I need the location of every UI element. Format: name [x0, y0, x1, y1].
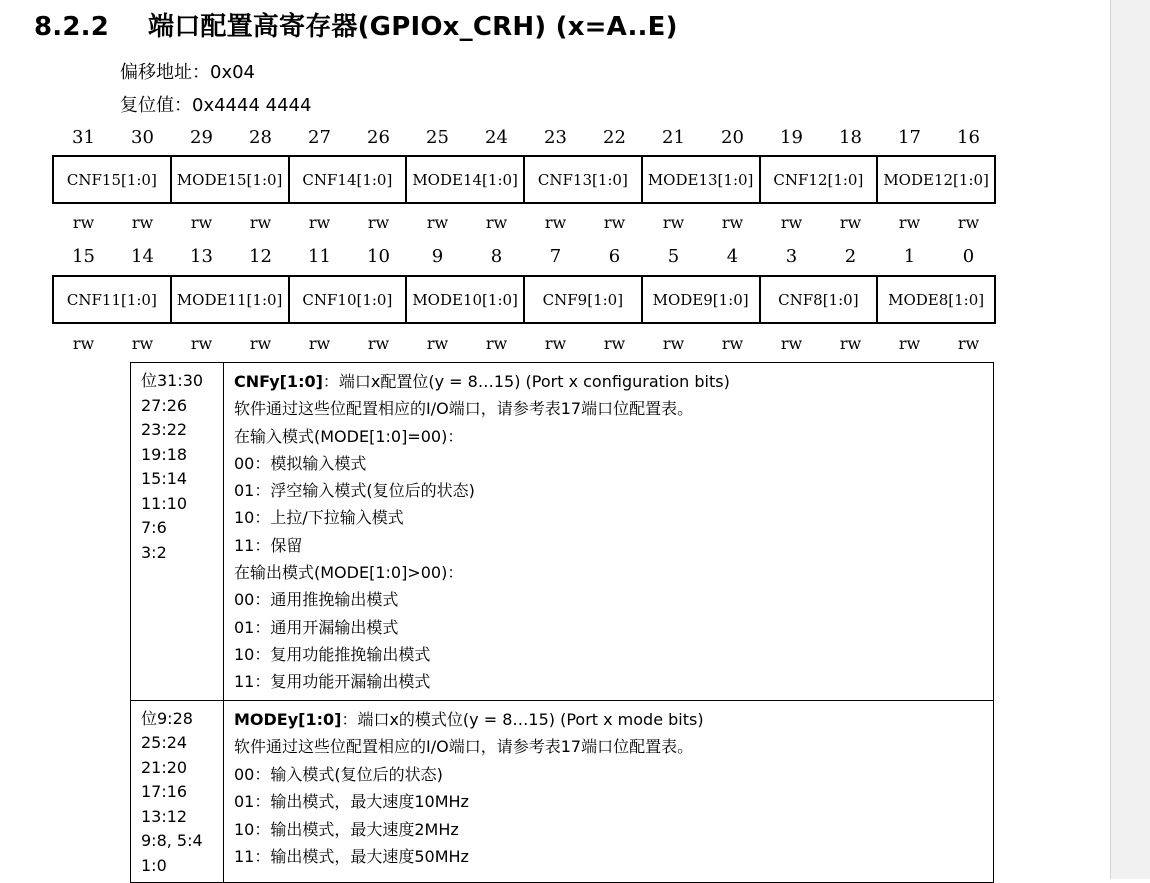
field-summary: ：端口x配置位(y = 8…15) (Port x configuration bits) — [322, 372, 730, 391]
section-number: 8.2.2 — [34, 12, 110, 42]
section-title: 端口配置高寄存器(GPIOx_CRH) (x=A..E) — [148, 12, 678, 42]
bit-number: 8 — [490, 246, 503, 267]
bit-number: 19 — [780, 127, 803, 148]
bit-number: 20 — [721, 127, 744, 148]
bit-number: 24 — [485, 127, 508, 148]
register-field: CNF14[1:0] — [290, 157, 408, 202]
register-field: CNF15[1:0] — [54, 157, 172, 202]
bit-number: 7 — [549, 246, 562, 267]
description-line: 11：输出模式，最大速度50MHz — [234, 847, 469, 867]
access-type: rw — [839, 334, 862, 353]
access-type: rw — [721, 213, 744, 232]
bit-range: 1:0 — [141, 855, 167, 875]
access-type: rw — [249, 334, 272, 353]
access-type: rw — [131, 213, 154, 232]
access-type: rw — [72, 213, 95, 232]
register-field: CNF12[1:0] — [761, 157, 879, 202]
access-type: rw — [72, 334, 95, 353]
offset-address: 偏移地址：0x04 — [120, 62, 256, 83]
access-type: rw — [367, 213, 390, 232]
description-line: 软件通过这些位配置相应的I/O端口，请参考表17端口位配置表。 — [234, 737, 694, 757]
table-row — [131, 700, 994, 883]
access-type: rw — [544, 213, 567, 232]
bit-number: 29 — [190, 127, 213, 148]
bit-description-table — [130, 362, 994, 883]
field-summary: ：端口x的模式位(y = 8…15) (Port x mode bits) — [341, 709, 704, 729]
bit-number: 26 — [367, 127, 390, 148]
description-line: 10：上拉/下拉输入模式 — [234, 508, 404, 528]
access-type: rw — [603, 334, 626, 353]
access-row-high — [54, 213, 998, 232]
register-field: MODE11[1:0] — [172, 277, 290, 322]
description-line: 在输出模式(MODE[1:0]>00)： — [234, 563, 464, 583]
description-line: 00：输入模式(复位后的状态) — [234, 764, 443, 784]
bit-number: 14 — [131, 246, 154, 267]
register-field: MODE14[1:0] — [407, 157, 525, 202]
bit-range: 23:22 — [141, 420, 188, 439]
access-type: rw — [485, 334, 508, 353]
register-field: MODE8[1:0] — [888, 290, 985, 309]
bit-numbers-high — [54, 127, 998, 148]
bit-range: 13:12 — [141, 806, 188, 826]
access-type: rw — [426, 213, 449, 232]
description-line: 00：通用推挽输出模式 — [234, 590, 399, 610]
bit-range-cell — [131, 363, 224, 701]
bit-range: 19:18 — [141, 444, 188, 464]
description-line: 01：输出模式，最大速度10MHz — [234, 792, 469, 812]
bit-number: 21 — [662, 127, 685, 148]
bit-number: 17 — [898, 127, 921, 148]
bit-number: 1 — [903, 246, 916, 267]
access-type: rw — [131, 334, 154, 353]
bit-number: 28 — [249, 127, 272, 148]
bit-range: 位9:28 — [141, 708, 193, 728]
access-type: rw — [190, 334, 213, 353]
bit-range: 3:2 — [141, 542, 167, 562]
bit-range: 7:6 — [141, 518, 167, 537]
access-type: rw — [957, 213, 980, 232]
bit-numbers-low — [54, 246, 998, 267]
bit-number: 3 — [785, 246, 798, 267]
register-field: MODE10[1:0] — [407, 277, 525, 322]
bit-number: 23 — [544, 127, 567, 148]
bit-number: 25 — [426, 127, 449, 148]
bit-number: 6 — [608, 246, 621, 267]
register-fields-high — [52, 155, 996, 204]
register-field: CNF8[1:0] — [761, 277, 879, 322]
section-heading — [34, 6, 678, 43]
description-line: 10：复用功能推挽输出模式 — [234, 644, 431, 664]
description-line: 01：浮空输入模式(复位后的状态) — [234, 481, 475, 501]
access-type: rw — [308, 334, 331, 353]
access-type: rw — [603, 213, 626, 232]
access-type: rw — [898, 213, 921, 232]
register-field: CNF13[1:0] — [525, 157, 643, 202]
bit-range: 25:24 — [141, 733, 188, 753]
register-field: CNF10[1:0] — [290, 277, 408, 322]
register-field: MODE13[1:0] — [643, 157, 761, 202]
bit-range: 27:26 — [141, 395, 188, 415]
register-fields-low — [52, 275, 996, 324]
reset-value: 复位值：0x4444 4444 — [120, 95, 312, 116]
access-type: rw — [190, 213, 213, 232]
access-type: rw — [957, 334, 980, 353]
field-name: CNFy[1:0] — [234, 372, 323, 391]
description-line: 01：通用开漏输出模式 — [234, 617, 399, 637]
bit-number: 11 — [308, 246, 331, 267]
access-type: rw — [662, 334, 685, 353]
description-cell — [224, 700, 994, 883]
description-line: 软件通过这些位配置相应的I/O端口，请参考表17端口位配置表。 — [234, 399, 694, 419]
access-type: rw — [426, 334, 449, 353]
bit-number: 27 — [308, 127, 331, 148]
bit-range: 21:20 — [141, 757, 188, 777]
bit-number: 5 — [667, 246, 680, 267]
access-type: rw — [839, 213, 862, 232]
bit-number: 0 — [962, 246, 975, 267]
access-row-low — [54, 334, 998, 353]
bit-number: 2 — [844, 246, 857, 267]
bit-number: 16 — [957, 127, 980, 148]
bit-range: 11:10 — [141, 493, 188, 513]
bit-number: 31 — [72, 127, 95, 148]
bit-range: 位31:30 — [141, 371, 204, 390]
table-row — [131, 363, 994, 701]
bit-number: 18 — [839, 127, 862, 148]
field-heading — [234, 706, 993, 734]
bit-number: 12 — [249, 246, 272, 267]
bit-number: 13 — [190, 246, 213, 267]
bit-number: 9 — [431, 246, 444, 267]
access-type: rw — [780, 213, 803, 232]
bit-number: 30 — [131, 127, 154, 148]
access-type: rw — [249, 213, 272, 232]
access-type: rw — [662, 213, 685, 232]
access-type: rw — [367, 334, 390, 353]
bit-range: 9:8, 5:4 — [141, 831, 203, 851]
field-name: MODEy[1:0] — [234, 709, 342, 729]
bit-number: 4 — [726, 246, 739, 267]
bit-range: 15:14 — [141, 469, 188, 488]
register-field: MODE15[1:0] — [172, 157, 290, 202]
description-line: 00：模拟输入模式 — [234, 453, 367, 473]
viewer-side-panel[interactable] — [1110, 0, 1150, 879]
bit-range: 17:16 — [141, 782, 188, 802]
access-type: rw — [780, 334, 803, 353]
field-heading — [234, 368, 993, 395]
register-field: CNF11[1:0] — [54, 277, 172, 322]
description-line: 在输入模式(MODE[1:0]=00)： — [234, 426, 464, 446]
access-type: rw — [898, 334, 921, 353]
register-field: MODE12[1:0] — [883, 170, 989, 189]
register-field: MODE9[1:0] — [643, 277, 761, 322]
bit-range-cell — [131, 700, 224, 883]
bit-number: 22 — [603, 127, 626, 148]
register-field: CNF9[1:0] — [525, 277, 643, 322]
access-type: rw — [485, 213, 508, 232]
description-line: 11：保留 — [234, 535, 303, 555]
bit-number: 10 — [367, 246, 390, 267]
access-type: rw — [721, 334, 744, 353]
bit-number: 15 — [72, 246, 95, 267]
access-type: rw — [308, 213, 331, 232]
access-type: rw — [544, 334, 567, 353]
description-line: 10：输出模式，最大速度2MHz — [234, 819, 459, 839]
description-line: 11：复用功能开漏输出模式 — [234, 672, 431, 692]
description-cell — [224, 363, 994, 701]
